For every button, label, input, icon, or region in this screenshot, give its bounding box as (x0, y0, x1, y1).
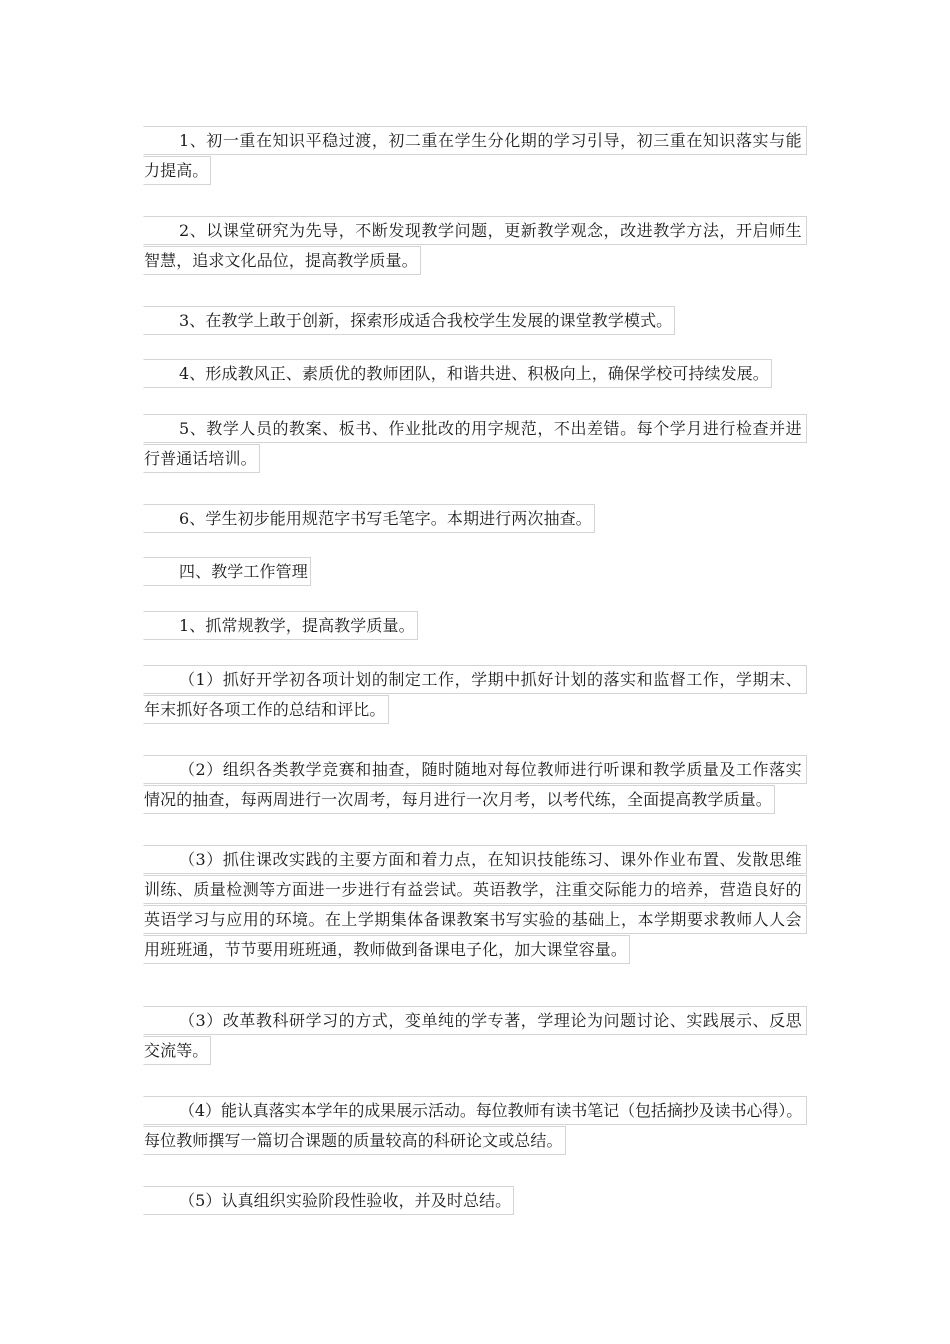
paragraph-line (143, 359, 807, 389)
line-text: 2、以课堂研究为先导，不断发现教学问题，更新教学观念，改进教学方法，开启师生 (143, 216, 807, 245)
paragraph-line (143, 845, 807, 875)
paragraph-goal-6 (143, 504, 807, 534)
paragraph-goal-5 (143, 414, 807, 474)
paragraph-line (143, 306, 807, 336)
paragraph-subitem-1 (143, 665, 807, 725)
line-text: 1、初一重在知识平稳过渡，初二重在学生分化期的学习引导，初三重在知识落实与能 (143, 126, 807, 155)
line-text: （3）改革教科研学习的方式，变单纯的学专著，学理论为问题讨论、实践展示、反思 (143, 1006, 807, 1035)
line-text: 用班班通，节节要用班班通，教师做到备课电子化，加大课堂容量。 (143, 935, 630, 964)
line-text: 交流等。 (143, 1036, 211, 1065)
paragraph-line (143, 1126, 807, 1156)
line-text: 力提高。 (143, 156, 211, 185)
line-text: （5）认真组织实验阶段性验收，并及时总结。 (143, 1186, 514, 1215)
paragraph-line (143, 1186, 807, 1216)
paragraph-line (143, 414, 807, 444)
paragraph-line (143, 935, 807, 965)
paragraph-line (143, 785, 807, 815)
paragraph-goal-1 (143, 126, 807, 186)
paragraph-line (143, 246, 807, 276)
line-text: （3）抓住课改实践的主要方面和着力点，在知识技能练习、课外作业布置、发散思维 (143, 845, 807, 874)
paragraph-line (143, 1096, 807, 1126)
paragraph-subitem-3 (143, 845, 807, 965)
paragraph-line (143, 875, 807, 905)
paragraph-line (143, 504, 807, 534)
paragraph-line (143, 216, 807, 246)
line-text: 4、形成教风正、素质优的教师团队，和谐共进、积极向上，确保学校可持续发展。 (143, 359, 772, 388)
paragraph-subitem-4 (143, 1096, 807, 1156)
paragraph-goal-3 (143, 306, 807, 336)
heading-text: 四、教学工作管理 (143, 557, 311, 586)
line-text: （1）抓好开学初各项计划的制定工作，学期中抓好计划的落实和监督工作，学期末、 (143, 665, 807, 694)
paragraph-line (143, 905, 807, 935)
paragraph-line (143, 1036, 807, 1066)
line-text: 情况的抽查，每两周进行一次周考，每月进行一次月考，以考代练，全面提高教学质量。 (143, 785, 775, 814)
paragraph-subitem-3b (143, 1006, 807, 1066)
line-text: 每位教师撰写一篇切合课题的质量较高的科研论文或总结。 (143, 1126, 566, 1155)
paragraph-line (143, 665, 807, 695)
line-text: 行普通话培训。 (143, 444, 260, 473)
paragraph-subitem-2 (143, 755, 807, 815)
line-text: 5、教学人员的教案、板书、作业批改的用字规范，不出差错。每个学月进行检查并进 (143, 414, 807, 443)
line-text: 3、在教学上敢于创新，探索形成适合我校学生发展的课堂教学模式。 (143, 306, 675, 335)
paragraph-subitem-5 (143, 1186, 807, 1216)
line-text: 英语学习与应用的环境。在上学期集体备课教案书写实验的基础上，本学期要求教师人人会 (143, 905, 807, 934)
line-text: （2）组织各类教学竞赛和抽查，随时随地对每位教师进行听课和教学质量及工作落实 (143, 755, 807, 784)
paragraph-item-1 (143, 611, 807, 641)
line-text: （4）能认真落实本学年的成果展示活动。每位教师有读书笔记（包括摘抄及读书心得）。 (143, 1096, 807, 1125)
line-text: 1、抓常规教学，提高教学质量。 (143, 611, 418, 640)
paragraph-line (143, 126, 807, 156)
paragraph-line (143, 444, 807, 474)
line-text: 训练、质量检测等方面进一步进行有益尝试。英语教学，注重交际能力的培养，营造良好的 (143, 875, 807, 904)
paragraph-line (143, 755, 807, 785)
paragraph-goal-4 (143, 359, 807, 389)
paragraph-line (143, 611, 807, 641)
line-text: 6、学生初步能用规范字书写毛笔字。本期进行两次抽查。 (143, 504, 595, 533)
paragraph-line (143, 1006, 807, 1036)
line-text: 年末抓好各项工作的总结和评比。 (143, 695, 389, 724)
paragraph-line (143, 557, 807, 587)
paragraph-goal-2 (143, 216, 807, 276)
paragraph-line (143, 695, 807, 725)
paragraph-line (143, 156, 807, 186)
line-text: 智慧，追求文化品位，提高教学质量。 (143, 246, 421, 275)
section-heading (143, 557, 807, 587)
